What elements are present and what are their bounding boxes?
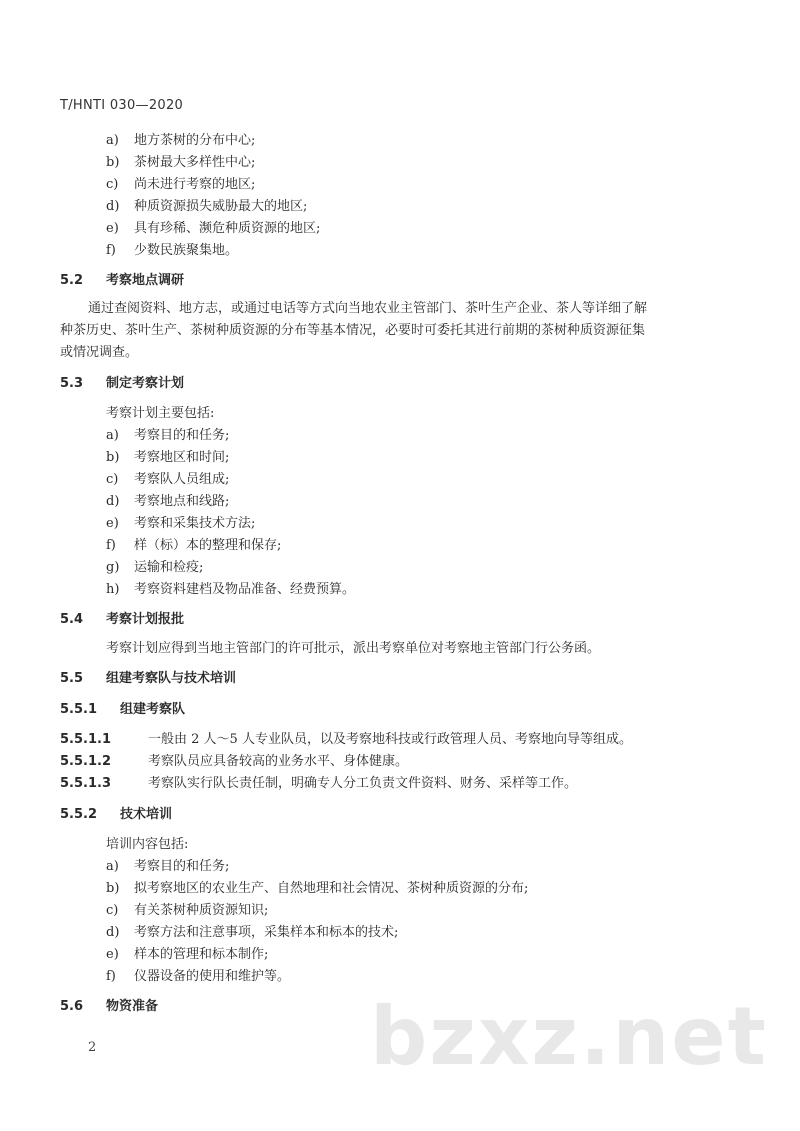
- section-heading-5-5-1: 5.5.1 组建考察队: [60, 702, 186, 717]
- clause: 5.5.1.2 考察队员应具备较高的业务水平、身体健康。: [60, 754, 409, 769]
- list-item: f) 仪器设备的使用和维护等。: [106, 969, 291, 984]
- paragraph-line: 通过查阅资料、地方志，或通过电话等方式向当地农业主管部门、茶叶生产企业、茶人等详细了解: [88, 301, 648, 316]
- list-item: f) 少数民族聚集地。: [106, 243, 239, 258]
- list-item: b) 茶树最大多样性中心;: [106, 155, 256, 170]
- section-heading-5-6: 5.6 物资准备: [60, 999, 159, 1014]
- list-item: c) 考察队人员组成;: [106, 472, 230, 487]
- section-heading-5-3: 5.3 制定考察计划: [60, 376, 185, 391]
- list-item: e) 考察和采集技术方法;: [106, 516, 256, 531]
- list-item: a) 考察目的和任务;: [106, 859, 230, 874]
- list-item: c) 尚未进行考察的地区;: [106, 177, 256, 192]
- document-code: T/HNTI 030—2020: [60, 98, 184, 113]
- paragraph-line: 考察计划应得到当地主管部门的许可批示，派出考察单位对考察地主管部门行公务函。: [106, 641, 601, 656]
- list-item: e) 具有珍稀、濒危种质资源的地区;: [106, 221, 321, 236]
- list-item: d) 种质资源损失威胁最大的地区;: [106, 199, 308, 214]
- watermark-logo: bzxz.net: [370, 990, 768, 1083]
- list-item: d) 考察地点和线路;: [106, 494, 230, 509]
- section-intro: 考察计划主要包括:: [106, 406, 215, 421]
- list-item: d) 考察方法和注意事项，采集样本和标本的技术;: [106, 925, 399, 940]
- list-item: a) 考察目的和任务;: [106, 428, 230, 443]
- list-item: g) 运输和检疫;: [106, 560, 204, 575]
- list-item: f) 样（标）本的整理和保存;: [106, 538, 282, 553]
- clause: 5.5.1.1 一般由 2 人～5 人专业队员，以及考察地科技或行政管理人员、考察地向导等组成。: [60, 732, 632, 747]
- section-intro: 培训内容包括:: [106, 837, 189, 852]
- clause: 5.5.1.3 考察队实行队长责任制，明确专人分工负责文件资料、财务、采样等工作。: [60, 776, 578, 791]
- paragraph-line: 或情况调查。: [60, 345, 139, 360]
- list-item: h) 考察资料建档及物品准备、经费预算。: [106, 582, 356, 597]
- list-item: b) 拟考察地区的农业生产、自然地理和社会情况、茶树种质资源的分布;: [106, 881, 529, 896]
- list-item: e) 样本的管理和标本制作;: [106, 947, 269, 962]
- section-heading-5-2: 5.2 考察地点调研: [60, 273, 185, 288]
- section-heading-5-4: 5.4 考察计划报批: [60, 612, 185, 627]
- list-item: b) 考察地区和时间;: [106, 450, 230, 465]
- page-number: 2: [88, 1040, 97, 1055]
- section-heading-5-5: 5.5 组建考察队与技术培训: [60, 671, 237, 686]
- list-item: c) 有关茶树种质资源知识;: [106, 903, 269, 918]
- paragraph-line: 种茶历史、茶叶生产、茶树种质资源的分布等基本情况，必要时可委托其进行前期的茶树种质资源征集: [60, 323, 646, 338]
- section-heading-5-5-2: 5.5.2 技术培训: [60, 807, 173, 822]
- list-item: a) 地方茶树的分布中心;: [106, 133, 256, 148]
